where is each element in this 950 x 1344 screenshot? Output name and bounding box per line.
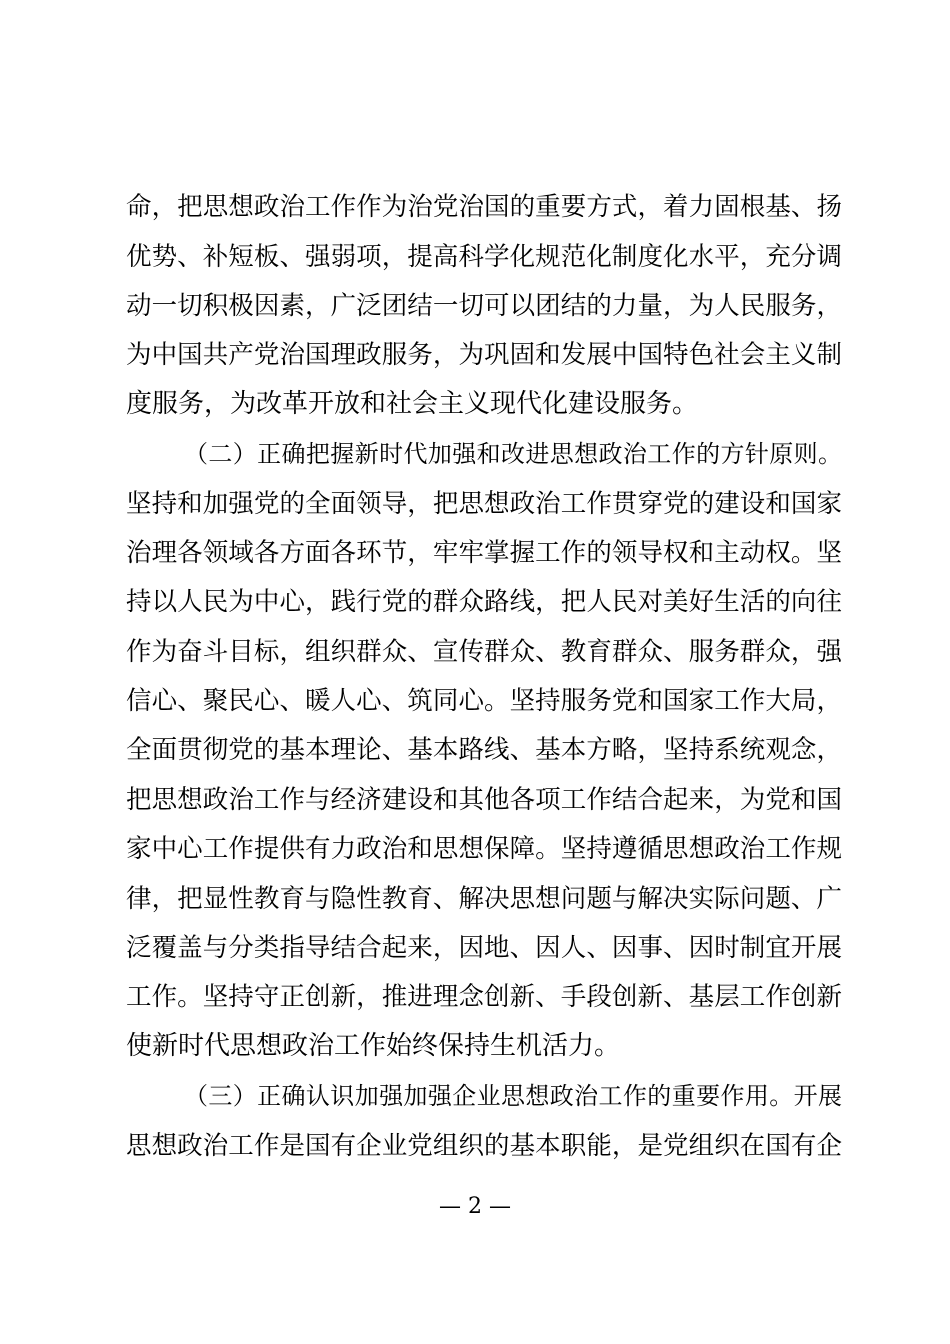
text-line-14: 家中心工作提供有力政治和思想保障。坚持遵循思想政治工作规 xyxy=(126,834,842,864)
text-line-2: 优势、补短板、强弱项，提高科学化规范化制度化水平，充分调 xyxy=(126,242,842,272)
text-line-3: 动一切积极因素，广泛团结一切可以团结的力量，为人民服务， xyxy=(126,291,842,321)
text-line-9: 持以人民为中心，践行党的群众路线，把人民对美好生活的向往 xyxy=(126,587,842,617)
text-line-18: 使新时代思想政治工作始终保持生机活力。 xyxy=(126,1031,621,1061)
text-line-15: 律，把显性教育与隐性教育、解决思想问题与解决实际问题、广 xyxy=(126,884,842,914)
text-line-5: 度服务，为改革开放和社会主义现代化建设服务。 xyxy=(126,389,699,419)
text-line-1: 命，把思想政治工作作为治党治国的重要方式，着力固根基、扬 xyxy=(126,192,842,222)
text-line-8: 治理各领域各方面各环节，牢牢掌握工作的领导权和主动权。坚 xyxy=(126,538,842,568)
page-number: — 2 — xyxy=(439,1194,511,1219)
text-line-16: 泛覆盖与分类指导结合起来，因地、因人、因事、因时制宜开展 xyxy=(126,933,842,963)
section-heading-2: （二）正确把握新时代加强和改进思想政治工作的方针原则。 xyxy=(184,440,842,468)
text-line-4: 为中国共产党治国理政服务，为巩固和发展中国特色社会主义制 xyxy=(126,340,842,370)
text-line-20: 思想政治工作是国有企业党组织的基本职能，是党组织在国有企 xyxy=(126,1131,842,1161)
text-line-7: 坚持和加强党的全面领导，把思想政治工作贯穿党的建设和国家 xyxy=(126,489,842,519)
text-line-17: 工作。坚持守正创新，推进理念创新、手段创新、基层工作创新 xyxy=(126,982,842,1012)
text-line-12: 全面贯彻党的基本理论、基本路线、基本方略，坚持系统观念， xyxy=(126,735,842,765)
text-line-13: 把思想政治工作与经济建设和其他各项工作结合起来，为党和国 xyxy=(126,785,842,815)
section-heading-3: （三）正确认识加强加强企业思想政治工作的重要作用。开展 xyxy=(184,1082,842,1110)
text-line-11: 信心、聚民心、暖人心、筑同心。坚持服务党和国家工作大局， xyxy=(126,686,842,716)
text-line-10: 作为奋斗目标，组织群众、宣传群众、教育群众、服务群众，强 xyxy=(126,637,842,667)
